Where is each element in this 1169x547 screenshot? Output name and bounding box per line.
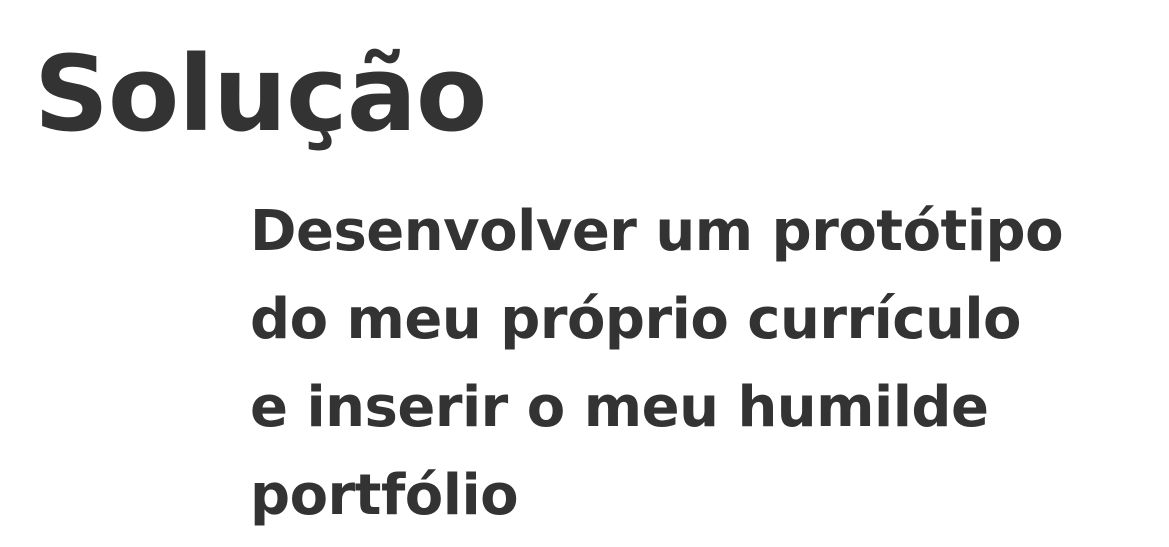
page-title: Solução <box>34 33 487 155</box>
description-line-1: Desenvolver um protótipo <box>250 199 1064 264</box>
description-line-3: e inserir o meu humilde <box>250 375 989 440</box>
solution-description <box>250 188 1150 540</box>
description-line-4: portfólio <box>250 463 519 528</box>
description-line-2: do meu próprio currículo <box>250 287 1022 352</box>
